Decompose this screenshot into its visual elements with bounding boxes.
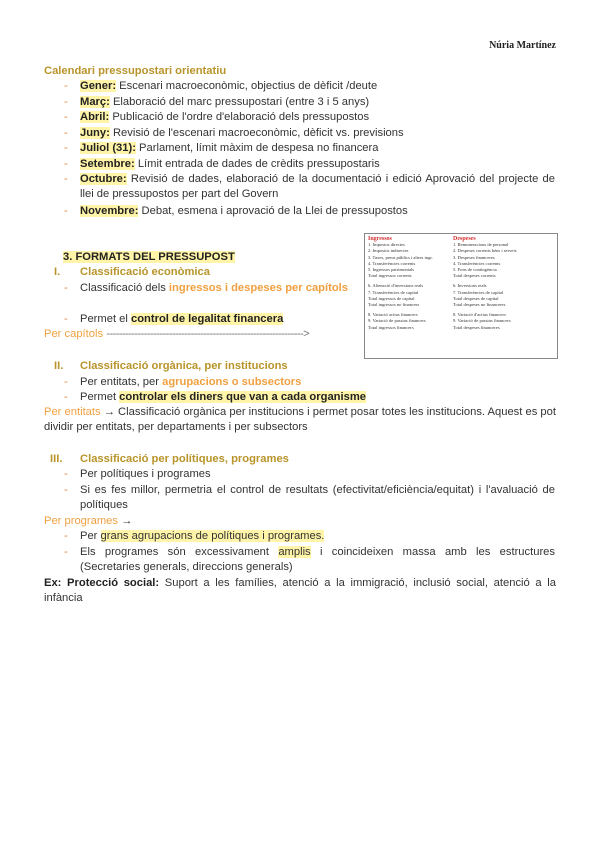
table-row: 3. Despeses financeres [453,254,495,260]
table-row: 8. Variació actius financers [368,312,418,318]
table-row: Total despeses corrents [453,273,496,279]
s2-bullet-1: Per entitats, per agrupacions o subsectors [80,376,302,388]
section-i-title: Classificació econòmica [80,266,210,278]
table-row: 1. Impostos directes [368,242,405,248]
calendar-month: Abril: [80,111,110,123]
s3-bullet-1: Per polítiques i programes [80,468,211,480]
calendar-month: Setembre: [80,158,135,170]
bullet-dash: - [64,80,68,92]
calendar-text: Escenari macroeconòmic, objectius de dèficit /deute [116,80,378,92]
table-row: 6. Alienació d'inversions reals [368,283,424,289]
calendar-month: Juliol (31): [80,142,136,154]
table-row: Total ingressos financers [368,324,414,330]
table-row: 2. Despeses corrents béns i serveis [453,248,517,254]
bullet-dash: - [64,313,68,325]
bullet-dash: - [64,546,68,558]
table-row: 6. Inversions reals [453,283,487,289]
ingressos-column [368,236,458,331]
section-iii-number: III. [50,453,63,465]
budget-table-image [364,233,558,359]
section-i-number: I. [54,266,61,278]
bullet-dash: - [64,376,68,388]
despeses-header: Despeses [453,236,476,242]
s1-arrow-row: Per capítols ---------------------------------------------------------------> [44,328,310,340]
table-row: 9. Variació de passius financers [453,318,511,324]
calendar-text: Parlament, límit màxim de despesa no financera [135,142,379,154]
s2-paragraph: Per entitats → Classificació orgànica per institucions i permet posar totes les institucions. Aquest es pot dividir per entitats, per departaments i per subsectors [44,406,556,433]
section-ii-number: II. [54,360,64,372]
bullet-dash: - [64,205,68,217]
example-paragraph: Ex: Protecció social: Suport a les famílies, atenció a la immigració, inclusió social, atenció a la infància [44,577,556,604]
table-row: 8. Variació d'actius financers [453,312,506,318]
calendar-month: Novembre: [80,205,139,217]
calendar-month: Gener: [80,80,117,92]
table-row: 2. Impostos indirectes [368,248,409,254]
formats-heading: 3. FORMATS DEL PRESSUPOST [63,251,235,263]
s3-bullet-4: Els programes són excessivament amplis i coincideixen massa amb les estructures (Secretaries generals, direccions generals) [80,546,555,573]
s3-programes-label: Per programes → [44,515,133,527]
calendar-item [80,204,408,219]
table-row: Total despeses de capital [453,295,499,301]
calendar-text: Debat, esmena i aprovació de la Llei de pressupostos [138,205,408,217]
table-row: 5. Fons de contingència [453,267,497,273]
table-row: Total ingressos corrents [368,273,412,279]
author-name: Núria Martínez [489,40,556,51]
calendar-item [80,110,369,125]
calendar-text: Revisió de dades, elaboració de la documentació i edició Aprovació del projecte de llei de pressupostos per part del Govern [80,173,555,200]
ingressos-header: Ingressos [368,236,392,242]
bullet-dash: - [64,96,68,108]
calendar-month: Març: [80,96,110,108]
bullet-dash: - [64,173,68,185]
calendar-month: Juny: [80,127,110,139]
calendar-text: Elaboració del marc pressupostari (entre 3 i 5 anys) [109,96,370,108]
bullet-dash: - [64,142,68,154]
calendar-month: Octubre: [80,173,127,185]
table-row: Total despeses no financeres [453,302,506,308]
s3-bullet-2: Si es fes millor, permetria el control de resultats (efectivitat/eficiència/equitat) i l'avaluació de polítiques [80,484,555,511]
calendar-item [80,79,377,94]
section-ii-title: Classificació orgànica, per institucions [80,360,288,372]
s1-bullet-2: Permet el control de legalitat financera [80,313,284,325]
calendar-item [80,157,380,172]
s3-bullet-3: Per grans agrupacions de polítiques i programes. [80,530,325,542]
table-row: 1. Remuneracions de personal [453,242,509,248]
table-row: 4. Transferències corrents [368,260,416,266]
calendar-text: Límit entrada de dades de crèdits pressupostaris [134,158,380,170]
table-row: Total ingressos de capital [368,295,415,301]
table-row: 5. Ingressos patrimonials [368,267,415,273]
bullet-dash: - [64,282,68,294]
s2-bullet-2: Permet controlar els diners que van a cada organisme [80,391,367,403]
bullet-dash: - [64,391,68,403]
table-row: 4. Transferències corrents [453,260,501,266]
table-row: 9. Variació de passius financers [368,318,426,324]
calendar-item [80,172,555,202]
table-row: Total ingressos no financers [368,302,420,308]
table-row: 7. Transferències de capital [453,289,504,295]
bullet-dash: - [64,127,68,139]
s1-bullet-1: Classificació dels ingressos i despeses per capítols [80,282,348,294]
bullet-dash: - [64,484,68,496]
calendar-text: Publicació de l'ordre d'elaboració dels pressupostos [109,111,370,123]
calendar-text: Revisió de l'escenari macroeconòmic, dèficit vs. previsions [109,127,404,139]
bullet-dash: - [64,111,68,123]
bullet-dash: - [64,468,68,480]
bullet-dash: - [64,158,68,170]
section-iii-title: Classificació per polítiques, programes [80,453,289,465]
calendar-item [80,141,378,156]
calendar-title: Calendari pressupostari orientatiu [44,65,227,77]
despeses-column [453,236,543,331]
table-row: 3. Taxes, preus públics i altres ingr. [368,254,433,260]
table-row: Total despeses financeres [453,324,500,330]
calendar-item [80,126,404,141]
table-row: 7. Transferències de capital [368,289,419,295]
calendar-item [80,95,369,110]
bullet-dash: - [64,530,68,542]
